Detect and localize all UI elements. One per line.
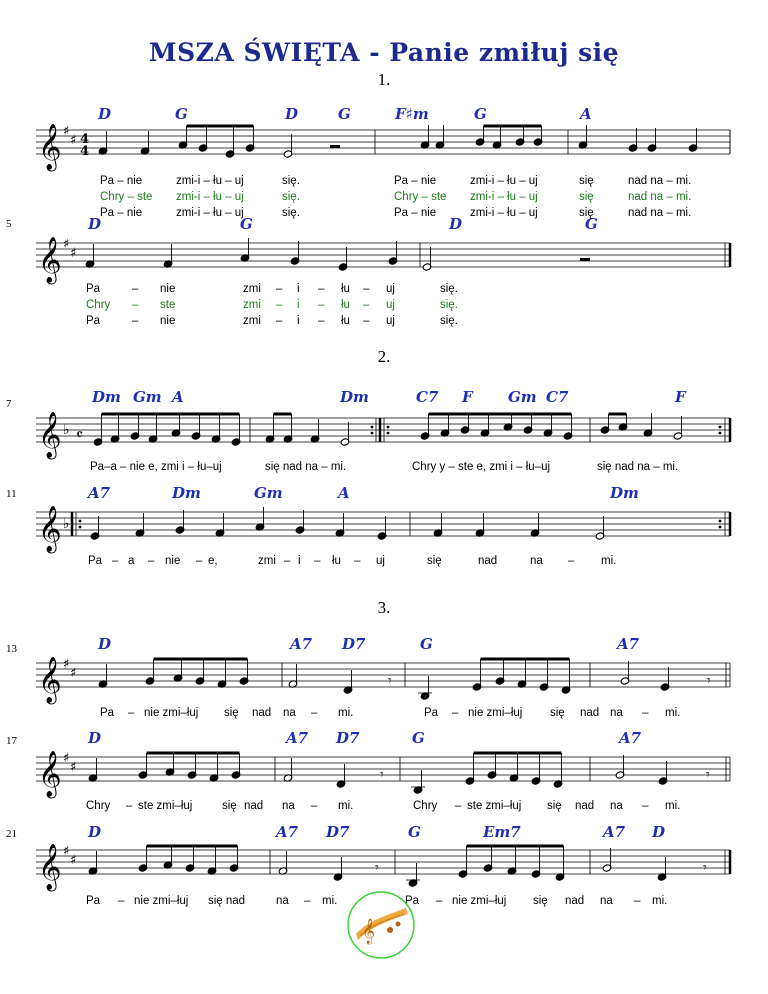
chord-symbol: D (285, 105, 299, 123)
lyric-syllable: się. (282, 191, 300, 203)
chord-symbol: G (412, 729, 425, 747)
lyric-syllable: Pa – nie (394, 175, 437, 187)
lyric-syllable: zmi-i – łu – uj (470, 207, 538, 219)
lyric-syllable: – (363, 315, 370, 327)
lyric-syllable: mi. (338, 800, 354, 812)
lyric-syllable: Pa–a – nie e, zmi i – łu–uj (90, 461, 222, 473)
chord-symbol: Gm (508, 388, 537, 406)
sharp-icon: ♯ (70, 666, 77, 681)
treble-clef-icon: 𝄞 (38, 844, 62, 890)
lyric-syllable: się (533, 895, 548, 907)
lyric-syllable: zmi-i – łu – uj (470, 191, 538, 203)
chord-symbol: A7 (276, 823, 299, 841)
chord-symbol: A (580, 105, 592, 123)
repeat-dot (387, 432, 390, 435)
chord-symbol: Dm (610, 484, 639, 502)
chord-symbol: A7 (617, 635, 640, 653)
chord-symbol: G (474, 105, 487, 123)
treble-clef-icon: 𝄞 (38, 124, 62, 170)
eighth-rest: 𝄾 (703, 860, 707, 876)
lyric-syllable: Pa – nie (100, 175, 143, 187)
chord-symbol: Gm (254, 484, 283, 502)
lyric-syllable: i (297, 315, 300, 327)
chord-symbol: C7 (546, 388, 569, 406)
sharp-icon: ♯ (63, 751, 70, 766)
lyric-syllable: nad na – mi. (628, 191, 692, 203)
section-number: 1. (377, 70, 391, 89)
lyric-syllable: i (297, 283, 300, 295)
chord-symbol: D (88, 729, 102, 747)
lyric-syllable: – (196, 555, 203, 567)
section-number: 3. (377, 598, 391, 617)
lyric-syllable: Pa (405, 895, 420, 907)
time-signature: 4 (80, 132, 90, 147)
eighth-rest: 𝄾 (375, 860, 379, 876)
lyric-syllable: na (276, 895, 289, 907)
lyric-syllable: nad (252, 707, 272, 719)
lyric-syllable: – (318, 299, 325, 311)
chord-symbol: A7 (603, 823, 626, 841)
lyric-syllable: zmi (243, 315, 261, 327)
music-note-logo-icon (346, 890, 416, 960)
lyric-syllable: – (363, 299, 370, 311)
repeat-dot (719, 526, 722, 529)
lyric-syllable: – (276, 299, 283, 311)
lyric-syllable: się. (282, 175, 300, 187)
lyric-syllable: – (304, 895, 311, 907)
lyric-syllable: i (298, 555, 301, 567)
lyric-syllable: – (284, 555, 291, 567)
chord-symbol: G (585, 215, 598, 233)
measure-number: 5 (6, 218, 12, 230)
lyric-syllable: nie zmi–łuj (134, 895, 189, 907)
chord-symbol: Gm (133, 388, 162, 406)
lyric-syllable: nad (565, 895, 585, 907)
chord-symbol: F (462, 388, 473, 406)
chord-symbol: A (172, 388, 184, 406)
repeat-dot (719, 520, 722, 523)
lyric-syllable: – (363, 283, 370, 295)
lyric-syllable: Chry – ste (394, 191, 447, 203)
chord-symbol: G (420, 635, 433, 653)
lyric-syllable: – (455, 800, 462, 812)
chord-symbol: A7 (619, 729, 642, 747)
lyric-syllable: nad (478, 555, 498, 567)
lyric-syllable: nad (575, 800, 595, 812)
measure-number: 7 (6, 398, 12, 410)
lyric-syllable: – (126, 800, 133, 812)
chord-symbol: F♯m (395, 105, 429, 123)
lyric-syllable: mi. (665, 707, 681, 719)
lyric-syllable: Chry (86, 299, 111, 311)
lyric-syllable: zmi-i – łu – uj (176, 207, 244, 219)
lyric-syllable: nie zmi–łuj (144, 707, 199, 719)
lyric-syllable: się (579, 207, 594, 219)
lyric-syllable: się nad na – mi. (597, 461, 679, 473)
chord-symbol: G (408, 823, 421, 841)
sharp-icon: ♯ (63, 657, 70, 672)
repeat-dot (387, 426, 390, 429)
eighth-rest: 𝄾 (707, 673, 711, 689)
lyric-syllable: Pa (424, 707, 439, 719)
eighth-rest: 𝄾 (706, 767, 710, 783)
lyric-syllable: się (427, 555, 442, 567)
lyric-syllable: i (297, 299, 300, 311)
chord-symbol: G (175, 105, 188, 123)
chord-symbol: D (652, 823, 666, 841)
lyric-syllable: – (354, 555, 361, 567)
chord-symbol: D (98, 635, 112, 653)
lyric-syllable: się. (440, 315, 458, 327)
chord-symbol: D (98, 105, 112, 123)
lyric-syllable: na (282, 800, 295, 812)
time-signature: 𝄴 (76, 425, 84, 444)
lyric-syllable: e, (208, 555, 218, 567)
lyric-syllable: – (634, 895, 641, 907)
lyric-syllable: zmi (258, 555, 276, 567)
svg-text:𝄞: 𝄞 (362, 919, 376, 944)
lyric-syllable: zmi (243, 283, 261, 295)
chord-symbol: F (675, 388, 686, 406)
lyric-syllable: – (276, 283, 283, 295)
eighth-rest: 𝄾 (380, 767, 384, 783)
lyric-syllable: Pa (86, 315, 101, 327)
lyric-syllable: nie (160, 315, 176, 327)
chord-symbol: Dm (172, 484, 201, 502)
lyric-syllable: Pa (86, 283, 101, 295)
lyric-syllable: Chry (413, 800, 438, 812)
treble-clef-icon: 𝄞 (38, 237, 62, 283)
lyric-syllable: się (547, 800, 562, 812)
repeat-dot (371, 426, 374, 429)
lyric-syllable: się (579, 191, 594, 203)
lyric-syllable: na (610, 707, 623, 719)
lyric-syllable: nad na – mi. (628, 207, 692, 219)
lyric-syllable: nie zmi–łuj (468, 707, 523, 719)
chord-symbol: Dm (92, 388, 121, 406)
treble-clef-icon: 𝄞 (38, 412, 62, 458)
lyric-syllable: nie (165, 555, 181, 567)
lyric-syllable: – (128, 707, 135, 719)
lyric-syllable: – (642, 707, 649, 719)
lyric-syllable: – (436, 895, 443, 907)
lyric-syllable: się. (282, 207, 300, 219)
lyric-syllable: się (222, 800, 237, 812)
flat-icon: ♭ (63, 516, 70, 532)
lyric-syllable: mi. (322, 895, 338, 907)
section-number: 2. (377, 347, 391, 366)
lyric-syllable: mi. (652, 895, 668, 907)
lyric-syllable: – (132, 283, 139, 295)
repeat-dot (719, 426, 722, 429)
lyric-syllable: – (132, 315, 139, 327)
chord-symbol: C7 (416, 388, 439, 406)
lyric-syllable: – (112, 555, 119, 567)
lyric-syllable: – (314, 555, 321, 567)
lyric-syllable: się nad (208, 895, 246, 907)
chord-symbol: A (338, 484, 350, 502)
lyric-syllable: Pa (100, 707, 115, 719)
lyric-syllable: – (132, 299, 139, 311)
lyric-syllable: a (128, 555, 135, 567)
chord-symbol: A7 (88, 484, 111, 502)
lyric-syllable: zmi-i – łu – uj (176, 175, 244, 187)
lyric-syllable: na (610, 800, 623, 812)
lyric-syllable: na (530, 555, 543, 567)
sharp-icon: ♯ (70, 760, 77, 775)
chord-symbol: A7 (286, 729, 309, 747)
measure-number: 17 (6, 735, 17, 747)
chord-symbol: A7 (290, 635, 313, 653)
lyric-syllable: Pa (86, 895, 101, 907)
lyric-syllable: – (311, 800, 318, 812)
treble-clef-icon: 𝄞 (38, 657, 62, 703)
lyric-syllable: się (579, 175, 594, 187)
lyric-syllable: – (318, 283, 325, 295)
page-title: MSZA ŚWIĘTA - Panie zmiłuj się (148, 38, 620, 67)
lyric-syllable: zmi (243, 299, 261, 311)
lyric-syllable: ste zmi–łuj (467, 800, 522, 812)
lyric-syllable: łu (341, 283, 350, 295)
lyric-syllable: na (283, 707, 296, 719)
lyric-syllable: łu (341, 315, 350, 327)
chord-symbol: Dm (340, 388, 369, 406)
lyric-syllable: uj (386, 299, 395, 311)
chord-symbol: D (88, 823, 102, 841)
repeat-dot (79, 526, 82, 529)
measure-number: 13 (6, 643, 17, 655)
chord-symbol: D7 (326, 823, 350, 841)
sharp-icon: ♯ (63, 237, 70, 252)
repeat-dot (79, 520, 82, 523)
chord-symbol: D (449, 215, 463, 233)
lyric-syllable: uj (386, 283, 395, 295)
measure-number: 11 (6, 488, 17, 500)
lyric-syllable: się (550, 707, 565, 719)
lyric-syllable: ste (160, 299, 176, 311)
lyric-syllable: mi. (665, 800, 681, 812)
lyric-syllable: – (452, 707, 459, 719)
repeat-dot (371, 432, 374, 435)
lyric-syllable: Chry y – ste e, zmi i – łu–uj (412, 461, 551, 473)
chord-symbol: G (338, 105, 351, 123)
lyric-syllable: nad (244, 800, 264, 812)
lyric-syllable: nie (160, 283, 176, 295)
lyric-syllable: Pa – nie (394, 207, 437, 219)
lyric-syllable: zmi-i – łu – uj (470, 175, 538, 187)
lyric-syllable: się nad na – mi. (265, 461, 347, 473)
lyric-syllable: uj (376, 555, 385, 567)
lyric-syllable: nie zmi–łuj (452, 895, 507, 907)
lyric-syllable: się. (440, 283, 458, 295)
lyric-syllable: Chry (86, 800, 111, 812)
lyric-syllable: nad na – mi. (628, 175, 692, 187)
chord-symbol: G (240, 215, 253, 233)
chord-symbol: D7 (342, 635, 366, 653)
lyric-syllable: – (568, 555, 575, 567)
lyric-syllable: zmi-i – łu – uj (176, 191, 244, 203)
lyric-syllable: – (642, 800, 649, 812)
lyric-syllable: mi. (338, 707, 354, 719)
treble-clef-icon: 𝄞 (38, 751, 62, 797)
lyric-syllable: się. (440, 299, 458, 311)
lyric-syllable: – (118, 895, 125, 907)
repeat-dot (719, 432, 722, 435)
chord-symbol: D7 (336, 729, 360, 747)
lyric-syllable: na (600, 895, 613, 907)
half-rest (580, 258, 590, 261)
lyric-syllable: nad (580, 707, 600, 719)
flat-icon: ♭ (63, 422, 70, 438)
half-rest (330, 145, 340, 148)
lyric-syllable: łu (341, 299, 350, 311)
lyric-syllable: Pa – nie (100, 207, 143, 219)
lyric-syllable: – (311, 707, 318, 719)
lyric-syllable: Pa (88, 555, 103, 567)
sharp-icon: ♯ (70, 133, 77, 148)
time-signature: 4 (80, 144, 90, 159)
chord-symbol: D (88, 215, 102, 233)
lyric-syllable: – (276, 315, 283, 327)
lyric-syllable: ste zmi–łuj (138, 800, 193, 812)
lyric-syllable: – (148, 555, 155, 567)
sharp-icon: ♯ (63, 844, 70, 859)
lyric-syllable: się (224, 707, 239, 719)
treble-clef-icon: 𝄞 (38, 506, 62, 552)
chord-symbol: Em7 (483, 823, 521, 841)
measure-number: 21 (6, 828, 17, 840)
lyric-syllable: – (318, 315, 325, 327)
lyric-syllable: mi. (601, 555, 617, 567)
lyric-syllable: uj (386, 315, 395, 327)
sharp-icon: ♯ (70, 853, 77, 868)
eighth-rest: 𝄾 (388, 673, 392, 689)
lyric-syllable: łu (332, 555, 341, 567)
sharp-icon: ♯ (63, 124, 70, 139)
lyric-syllable: Chry – ste (100, 191, 153, 203)
sharp-icon: ♯ (70, 246, 77, 261)
